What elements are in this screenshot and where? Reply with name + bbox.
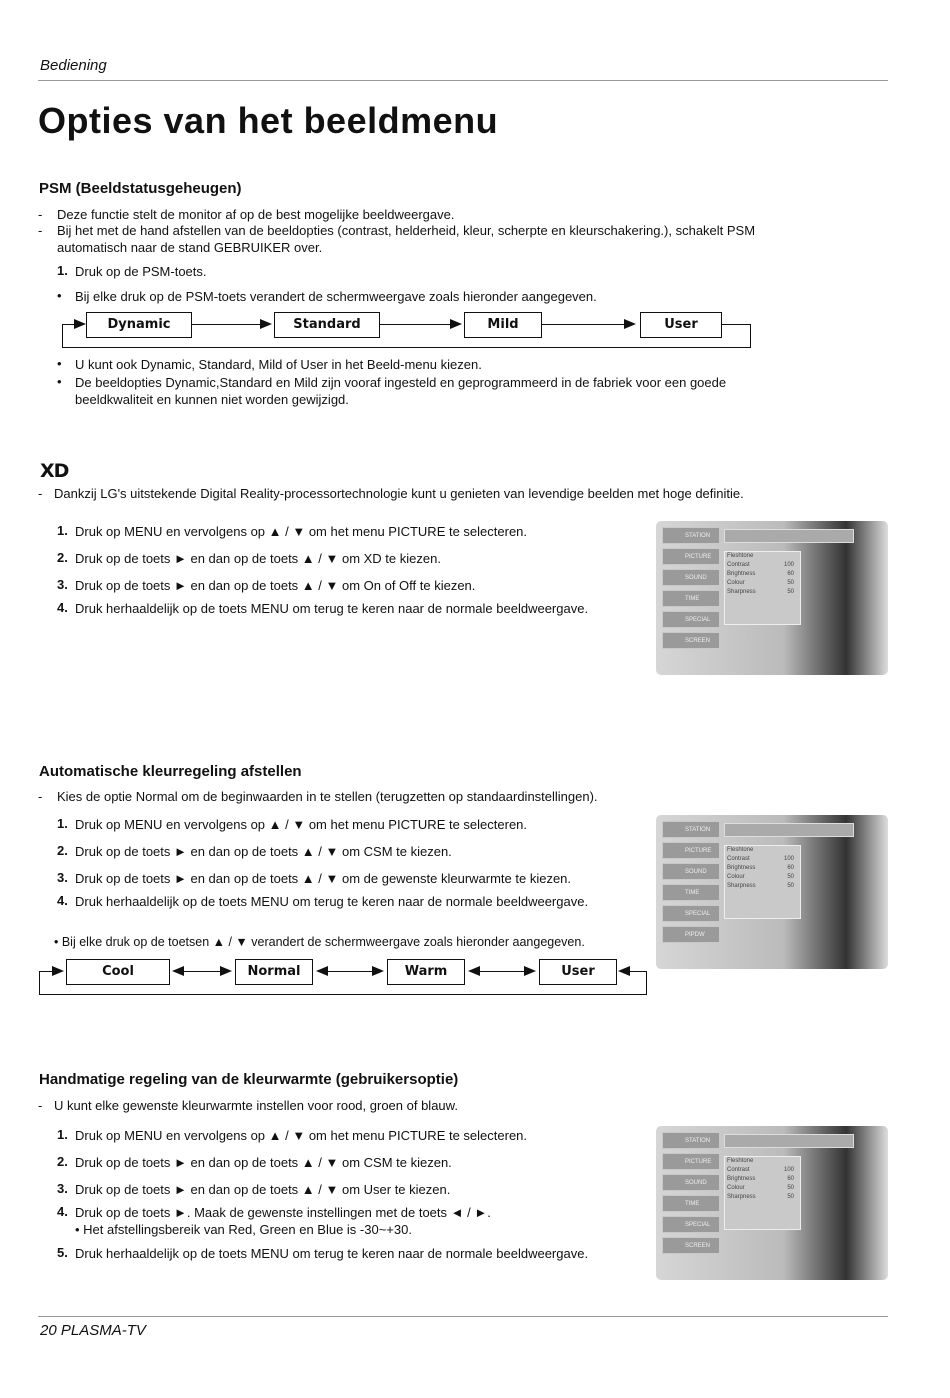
flow-loop-right — [646, 971, 647, 995]
footer-divider — [38, 1316, 888, 1317]
xd-step-1: Druk op MENU en vervolgens op ▲ / ▼ om het menu PICTURE te selecteren. — [75, 524, 528, 539]
arrow-right-icon — [372, 966, 384, 976]
flow-box-warm: Warm — [387, 959, 465, 985]
menu-side-item: SOUND — [662, 863, 720, 880]
section-label: Bediening — [40, 57, 107, 74]
menu-side-item: TIME — [662, 884, 720, 901]
flow-line — [380, 324, 452, 325]
menu-side-item: TIME — [662, 590, 720, 607]
arrow-right-icon — [524, 966, 536, 976]
menu-side-item: SPECIAL — [662, 1216, 720, 1233]
menu-side-item: PIPDW — [662, 926, 720, 943]
flow-line — [192, 324, 262, 325]
flow-line — [324, 971, 372, 972]
top-divider — [38, 80, 888, 81]
flow-line — [39, 971, 53, 972]
step-number: 1. — [57, 523, 68, 538]
menu-header-bar — [724, 1134, 854, 1148]
dash-marker: - — [38, 789, 43, 804]
menu-side-item: SPECIAL — [662, 611, 720, 628]
bullet-marker: • — [57, 374, 62, 389]
xd-step-4: Druk herhaaldelijk op de toets MENU om terug te keren naar de normale beeldweergave. — [75, 601, 589, 616]
flow-box-standard: Standard — [274, 312, 380, 338]
step-number: 4. — [57, 893, 68, 908]
flow-loop-bottom — [62, 347, 750, 348]
arrow-right-icon — [74, 319, 86, 329]
menu-side-item: PICTURE — [662, 548, 720, 565]
flow-box-dynamic: Dynamic — [86, 312, 192, 338]
menu-side-item: PICTURE — [662, 842, 720, 859]
page-footer: 20 PLASMA-TV — [40, 1322, 146, 1339]
tv-menu-screenshot — [656, 521, 888, 675]
flow-box-normal: Normal — [235, 959, 313, 985]
xd-step-2: Druk op de toets ► en dan op de toets ▲ / ▼ om XD te kiezen. — [75, 551, 441, 566]
auto-step-1: Druk op MENU en vervolgens op ▲ / ▼ om het menu PICTURE te selecteren. — [75, 817, 528, 832]
arrow-right-icon — [450, 319, 462, 329]
flow-box-mild: Mild — [464, 312, 542, 338]
menu-row: Contrast 100 — [727, 562, 794, 568]
menu-side-item: SPECIAL — [662, 905, 720, 922]
menu-row: Fleshtone — [727, 553, 754, 559]
dash-marker: - — [38, 207, 43, 222]
manual-step-3: Druk op de toets ► en dan op de toets ▲ / ▼ om User te kiezen. — [75, 1182, 451, 1197]
manual-heading: Handmatige regeling van de kleurwarmte (gebruikersoptie) — [39, 1071, 459, 1088]
menu-row: Brightness 60 — [727, 571, 794, 577]
psm-bullet-1: Bij elke druk op de PSM-toets verandert de schermweergave zoals hieronder aangegeven. — [75, 289, 597, 304]
menu-row: Sharpness 50 — [727, 1194, 794, 1200]
menu-header-bar — [724, 823, 854, 837]
step-number: 2. — [57, 550, 68, 565]
menu-row: Sharpness 50 — [727, 589, 794, 595]
arrow-right-icon — [624, 319, 636, 329]
flow-box-cool: Cool — [66, 959, 170, 985]
psm-dash-2: Bij het met de hand afstellen van de beeldopties (contrast, helderheid, kleur, scherpte en kleurschakering.), schakelt PSM automatisch naar de stand GEBRUIKER over. — [57, 223, 756, 255]
flow-loop-right — [750, 324, 751, 348]
xd-logo: XD — [40, 460, 69, 482]
menu-panel — [724, 845, 801, 919]
auto-step-3: Druk op de toets ► en dan op de toets ▲ / ▼ om de gewenste kleurwarmte te kiezen. — [75, 871, 572, 886]
tv-menu-screenshot — [656, 1126, 888, 1280]
psm-bullet-3: De beeldopties Dynamic,Standard en Mild zijn vooraf ingesteld en geprogrammeerd in de fabriek voor een goede beeldkwaliteit en kunnen niet worden gewijzigd. — [75, 375, 727, 407]
menu-panel — [724, 551, 801, 625]
menu-row: Brightness 60 — [727, 1176, 794, 1182]
step-number: 2. — [57, 843, 68, 858]
dash-marker: - — [38, 486, 43, 501]
menu-row: Colour 50 — [727, 874, 794, 880]
manual-dash-1: U kunt elke gewenste kleurwarmte instellen voor rood, groen of blauw. — [54, 1098, 458, 1113]
auto-bullet: • Bij elke druk op de toetsen ▲ / ▼ verandert de schermweergave zoals hieronder aangegeven. — [54, 935, 585, 949]
psm-dash-1: Deze functie stelt de monitor af op de best mogelijke beeldweergave. — [57, 207, 455, 222]
menu-side-item: TIME — [662, 1195, 720, 1212]
flow-line — [542, 324, 626, 325]
psm-bullet-2: U kunt ook Dynamic, Standard, Mild of User in het Beeld-menu kiezen. — [75, 357, 482, 372]
flow-box-user: User — [640, 312, 722, 338]
menu-header-bar — [724, 529, 854, 543]
psm-step-1: Druk op de PSM-toets. — [75, 264, 207, 279]
bullet-marker: • — [57, 356, 62, 371]
flow-loop-left — [39, 971, 40, 995]
arrow-right-icon — [220, 966, 232, 976]
menu-side-item: SOUND — [662, 1174, 720, 1191]
step-number: 1. — [57, 263, 68, 278]
bullet-marker: • — [57, 288, 62, 303]
step-number: 1. — [57, 1127, 68, 1142]
auto-step-2: Druk op de toets ► en dan op de toets ▲ / ▼ om CSM te kiezen. — [75, 844, 452, 859]
menu-sidebar — [662, 1132, 720, 1274]
menu-row: Brightness 60 — [727, 865, 794, 871]
manual-step-5: Druk herhaaldelijk op de toets MENU om terug te keren naar de normale beeldweergave. — [75, 1246, 589, 1261]
auto-heading: Automatische kleurregeling afstellen — [39, 763, 302, 780]
dash-marker: - — [38, 1098, 43, 1113]
menu-side-item: STATION — [662, 821, 720, 838]
menu-side-item: SCREEN — [662, 632, 720, 649]
step-number: 4. — [57, 1204, 68, 1219]
menu-side-item: SCREEN — [662, 1237, 720, 1254]
flow-line — [476, 971, 524, 972]
step-number: 5. — [57, 1245, 68, 1260]
flow-loop-bottom — [39, 994, 646, 995]
flow-box-user: User — [539, 959, 617, 985]
xd-dash-1: Dankzij LG's uitstekende Digital Reality-processortechnologie kunt u genieten van levendige beelden met hoge definitie. — [54, 486, 744, 501]
menu-side-item: SOUND — [662, 569, 720, 586]
flow-loop-left — [62, 324, 63, 348]
xd-step-3: Druk op de toets ► en dan op de toets ▲ / ▼ om On of Off te kiezen. — [75, 578, 476, 593]
menu-row: Sharpness 50 — [727, 883, 794, 889]
step-number: 4. — [57, 600, 68, 615]
menu-sidebar — [662, 527, 720, 669]
manual-step-4-sub: • Het afstellingsbereik van Red, Green en Blue is -30~+30. — [75, 1222, 412, 1237]
step-number: 3. — [57, 1181, 68, 1196]
manual-step-1: Druk op MENU en vervolgens op ▲ / ▼ om het menu PICTURE te selecteren. — [75, 1128, 528, 1143]
step-number: 3. — [57, 870, 68, 885]
manual-step-4: Druk op de toets ►. Maak de gewenste instellingen met de toets ◄ / ►. — [75, 1205, 491, 1220]
menu-row: Colour 50 — [727, 580, 794, 586]
menu-side-item: PICTURE — [662, 1153, 720, 1170]
step-number: 2. — [57, 1154, 68, 1169]
flow-line — [180, 971, 220, 972]
dash-marker: - — [38, 223, 43, 238]
menu-row: Fleshtone — [727, 847, 754, 853]
auto-dash-1: Kies de optie Normal om de beginwaarden in te stellen (terugzetten op standaardinstellingen). — [57, 789, 598, 804]
menu-panel — [724, 1156, 801, 1230]
menu-row: Contrast 100 — [727, 1167, 794, 1173]
tv-menu-screenshot — [656, 815, 888, 969]
menu-row: Contrast 100 — [727, 856, 794, 862]
menu-side-item: STATION — [662, 527, 720, 544]
auto-step-4: Druk herhaaldelijk op de toets MENU om terug te keren naar de normale beeldweergave. — [75, 894, 589, 909]
arrow-right-icon — [260, 319, 272, 329]
menu-row: Colour 50 — [727, 1185, 794, 1191]
arrow-right-icon — [52, 966, 64, 976]
page-title: Opties van het beeldmenu — [38, 100, 499, 141]
step-number: 1. — [57, 816, 68, 831]
flow-line — [626, 971, 646, 972]
menu-side-item: STATION — [662, 1132, 720, 1149]
manual-step-2: Druk op de toets ► en dan op de toets ▲ / ▼ om CSM te kiezen. — [75, 1155, 452, 1170]
menu-sidebar — [662, 821, 720, 963]
psm-heading: PSM (Beeldstatusgeheugen) — [39, 180, 242, 197]
flow-line — [722, 324, 750, 325]
menu-row: Fleshtone — [727, 1158, 754, 1164]
step-number: 3. — [57, 577, 68, 592]
